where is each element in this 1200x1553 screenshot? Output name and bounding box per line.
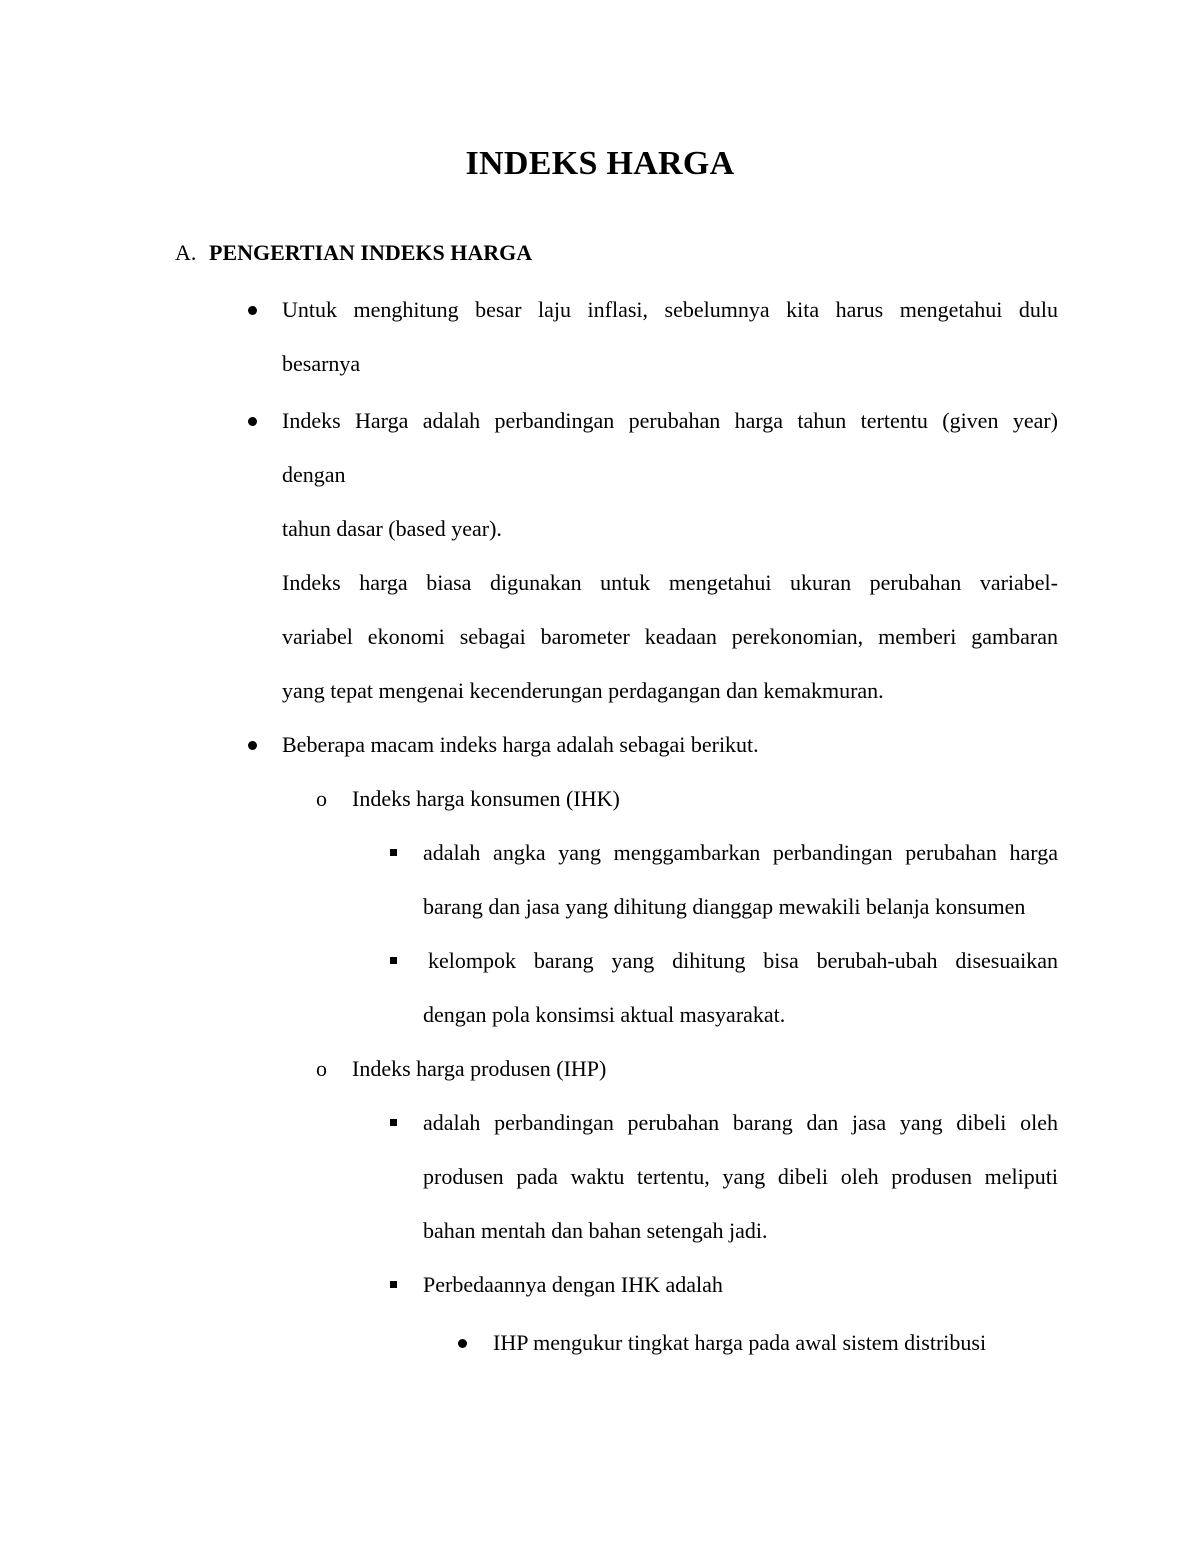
bullet-2-line-2: dengan xyxy=(282,462,346,487)
sub-item-2-title: Indeks harga produsen (IHP) xyxy=(352,1056,607,1081)
square-bullet-icon xyxy=(390,1281,397,1288)
sub-item-2-point-1-line-3: bahan mentah dan bahan setengah jadi. xyxy=(423,1218,768,1243)
sub-item-1-point-1-line-2: barang dan jasa yang dihitung dianggap mewakili belanja konsumen xyxy=(423,894,1026,919)
section-marker: A. xyxy=(175,240,197,265)
sub-item-1-point-2-line-1: kelompok barang yang dihitung bisa berubah-ubah disesuaikan xyxy=(428,948,1058,973)
section-heading xyxy=(175,238,532,268)
bullet-2-line-3: tahun dasar (based year). xyxy=(282,516,502,541)
bullet-2-line-1: Indeks Harga adalah perbandingan perubahan harga tahun tertentu (given year) xyxy=(282,408,1058,433)
bullet-3-line-1: Beberapa macam indeks harga adalah sebagai berikut. xyxy=(282,732,759,757)
sub-item-2-point-1-line-1: adalah perbandingan perubahan barang dan jasa yang dibeli oleh xyxy=(423,1110,1058,1135)
bullet-1-line-2: besarnya xyxy=(282,351,361,376)
sub-item-2-point-2-line-1: Perbedaannya dengan IHK adalah xyxy=(423,1272,723,1297)
bullet-dot-icon xyxy=(248,417,257,426)
bullet-2-line-4: Indeks harga biasa digunakan untuk mengetahui ukuran perubahan variabel- xyxy=(282,570,1058,595)
square-bullet-icon xyxy=(390,849,397,856)
section-heading-text: PENGERTIAN INDEKS HARGA xyxy=(209,240,533,265)
bullet-2-line-5: variabel ekonomi sebagai barometer keadaan perekonomian, memberi gambaran xyxy=(282,624,1058,649)
square-bullet-icon xyxy=(390,1119,397,1126)
bullet-1-line-1: Untuk menghitung besar laju inflasi, sebelumnya kita harus mengetahui dulu xyxy=(282,297,1058,322)
circle-bullet-icon: o xyxy=(316,1056,327,1081)
circle-bullet-icon: o xyxy=(316,786,327,811)
sub-item-1-title: Indeks harga konsumen (IHK) xyxy=(352,786,620,811)
bullet-dot-icon xyxy=(248,306,257,315)
square-bullet-icon xyxy=(390,957,397,964)
sub-item-1-point-1-line-1: adalah angka yang menggambarkan perbandingan perubahan harga xyxy=(423,840,1058,865)
bullet-dot-icon xyxy=(458,1339,467,1348)
document-title: INDEKS HARGA xyxy=(465,145,735,182)
sub-item-1-point-2-line-2: dengan pola konsimsi aktual masyarakat. xyxy=(423,1002,786,1027)
sub-item-2-point-1-line-2: produsen pada waktu tertentu, yang dibeli oleh produsen meliputi xyxy=(423,1164,1058,1189)
bullet-2-line-6: yang tepat mengenai kecenderungan perdagangan dan kemakmuran. xyxy=(282,678,884,703)
sub-item-2-point-2-sub-1: IHP mengukur tingkat harga pada awal sistem distribusi xyxy=(493,1330,987,1355)
bullet-dot-icon xyxy=(248,741,257,750)
